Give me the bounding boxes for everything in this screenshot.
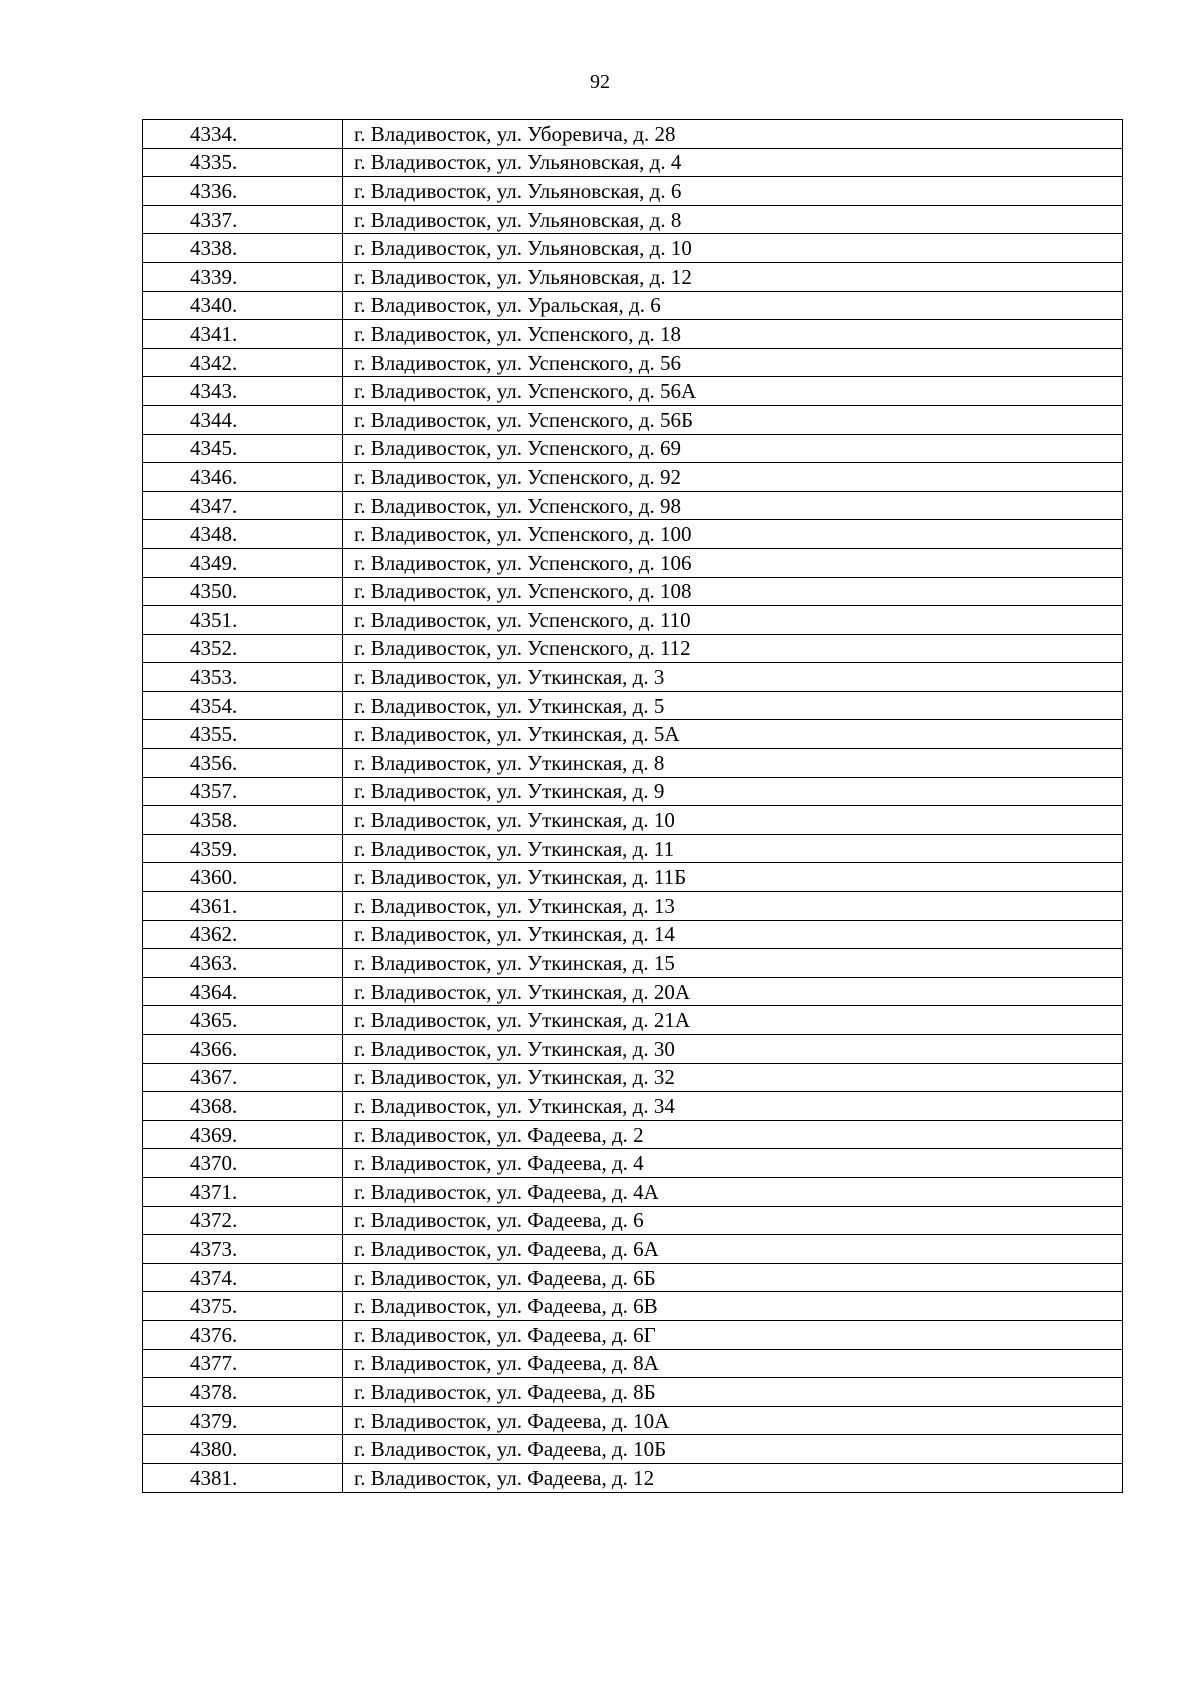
address-cell: г. Владивосток, ул. Уборевича, д. 28 xyxy=(343,120,1123,149)
row-number-cell: 4375. xyxy=(143,1292,343,1321)
row-number-cell: 4381. xyxy=(143,1463,343,1492)
address-cell: г. Владивосток, ул. Уткинская, д. 15 xyxy=(343,949,1123,978)
table-row xyxy=(143,320,1123,349)
address-cell: г. Владивосток, ул. Уткинская, д. 5 xyxy=(343,691,1123,720)
address-cell: г. Владивосток, ул. Фадеева, д. 6Г xyxy=(343,1320,1123,1349)
table-row xyxy=(143,434,1123,463)
table-row xyxy=(143,548,1123,577)
row-number-cell: 4371. xyxy=(143,1177,343,1206)
address-cell: г. Владивосток, ул. Фадеева, д. 2 xyxy=(343,1120,1123,1149)
address-cell: г. Владивосток, ул. Уткинская, д. 11 xyxy=(343,834,1123,863)
address-cell: г. Владивосток, ул. Уткинская, д. 32 xyxy=(343,1063,1123,1092)
table-row xyxy=(143,491,1123,520)
table-row xyxy=(143,1320,1123,1349)
address-cell: г. Владивосток, ул. Уткинская, д. 10 xyxy=(343,806,1123,835)
table-row xyxy=(143,377,1123,406)
table-row xyxy=(143,920,1123,949)
row-number-cell: 4346. xyxy=(143,463,343,492)
address-cell: г. Владивосток, ул. Уткинская, д. 5А xyxy=(343,720,1123,749)
address-cell: г. Владивосток, ул. Фадеева, д. 6В xyxy=(343,1292,1123,1321)
address-cell: г. Владивосток, ул. Фадеева, д. 10А xyxy=(343,1406,1123,1435)
table-row xyxy=(143,1035,1123,1064)
address-cell: г. Владивосток, ул. Успенского, д. 98 xyxy=(343,491,1123,520)
row-number-cell: 4374. xyxy=(143,1263,343,1292)
address-cell: г. Владивосток, ул. Уткинская, д. 3 xyxy=(343,663,1123,692)
row-number-cell: 4355. xyxy=(143,720,343,749)
row-number-cell: 4350. xyxy=(143,577,343,606)
address-cell: г. Владивосток, ул. Успенского, д. 56Б xyxy=(343,405,1123,434)
table-row xyxy=(143,1463,1123,1492)
row-number-cell: 4359. xyxy=(143,834,343,863)
row-number-cell: 4372. xyxy=(143,1206,343,1235)
address-cell: г. Владивосток, ул. Уткинская, д. 21А xyxy=(343,1006,1123,1035)
table-row xyxy=(143,634,1123,663)
table-row xyxy=(143,1006,1123,1035)
row-number-cell: 4363. xyxy=(143,949,343,978)
row-number-cell: 4369. xyxy=(143,1120,343,1149)
address-cell: г. Владивосток, ул. Успенского, д. 92 xyxy=(343,463,1123,492)
address-table-body xyxy=(143,120,1123,1493)
address-cell: г. Владивосток, ул. Фадеева, д. 10Б xyxy=(343,1435,1123,1464)
row-number-cell: 4337. xyxy=(143,205,343,234)
table-row xyxy=(143,1206,1123,1235)
row-number-cell: 4339. xyxy=(143,262,343,291)
row-number-cell: 4378. xyxy=(143,1378,343,1407)
row-number-cell: 4336. xyxy=(143,177,343,206)
table-row xyxy=(143,606,1123,635)
row-number-cell: 4354. xyxy=(143,691,343,720)
address-cell: г. Владивосток, ул. Ульяновская, д. 6 xyxy=(343,177,1123,206)
address-cell: г. Владивосток, ул. Уткинская, д. 9 xyxy=(343,777,1123,806)
row-number-cell: 4361. xyxy=(143,892,343,921)
row-number-cell: 4360. xyxy=(143,863,343,892)
table-row xyxy=(143,834,1123,863)
table-row xyxy=(143,749,1123,778)
row-number-cell: 4340. xyxy=(143,291,343,320)
row-number-cell: 4334. xyxy=(143,120,343,149)
row-number-cell: 4370. xyxy=(143,1149,343,1178)
table-row xyxy=(143,806,1123,835)
address-cell: г. Владивосток, ул. Ульяновская, д. 4 xyxy=(343,148,1123,177)
table-row xyxy=(143,863,1123,892)
table-row xyxy=(143,977,1123,1006)
row-number-cell: 4343. xyxy=(143,377,343,406)
row-number-cell: 4373. xyxy=(143,1235,343,1264)
row-number-cell: 4376. xyxy=(143,1320,343,1349)
address-cell: г. Владивосток, ул. Фадеева, д. 4 xyxy=(343,1149,1123,1178)
address-cell: г. Владивосток, ул. Уткинская, д. 20А xyxy=(343,977,1123,1006)
address-cell: г. Владивосток, ул. Уткинская, д. 30 xyxy=(343,1035,1123,1064)
row-number-cell: 4358. xyxy=(143,806,343,835)
row-number-cell: 4353. xyxy=(143,663,343,692)
table-row xyxy=(143,205,1123,234)
row-number-cell: 4362. xyxy=(143,920,343,949)
table-row xyxy=(143,1378,1123,1407)
address-cell: г. Владивосток, ул. Фадеева, д. 6 xyxy=(343,1206,1123,1235)
table-row xyxy=(143,1292,1123,1321)
table-row xyxy=(143,348,1123,377)
row-number-cell: 4351. xyxy=(143,606,343,635)
address-cell: г. Владивосток, ул. Успенского, д. 106 xyxy=(343,548,1123,577)
table-row xyxy=(143,777,1123,806)
table-row xyxy=(143,1235,1123,1264)
row-number-cell: 4379. xyxy=(143,1406,343,1435)
row-number-cell: 4366. xyxy=(143,1035,343,1064)
table-row xyxy=(143,691,1123,720)
address-cell: г. Владивосток, ул. Успенского, д. 100 xyxy=(343,520,1123,549)
table-row xyxy=(143,234,1123,263)
address-cell: г. Владивосток, ул. Успенского, д. 69 xyxy=(343,434,1123,463)
row-number-cell: 4341. xyxy=(143,320,343,349)
address-cell: г. Владивосток, ул. Ульяновская, д. 10 xyxy=(343,234,1123,263)
address-cell: г. Владивосток, ул. Уткинская, д. 11Б xyxy=(343,863,1123,892)
table-row xyxy=(143,463,1123,492)
address-cell: г. Владивосток, ул. Фадеева, д. 12 xyxy=(343,1463,1123,1492)
address-cell: г. Владивосток, ул. Фадеева, д. 4А xyxy=(343,1177,1123,1206)
table-row xyxy=(143,405,1123,434)
address-table xyxy=(142,119,1123,1493)
row-number-cell: 4377. xyxy=(143,1349,343,1378)
row-number-cell: 4338. xyxy=(143,234,343,263)
row-number-cell: 4345. xyxy=(143,434,343,463)
table-row xyxy=(143,949,1123,978)
address-cell: г. Владивосток, ул. Фадеева, д. 6Б xyxy=(343,1263,1123,1292)
address-cell: г. Владивосток, ул. Успенского, д. 56А xyxy=(343,377,1123,406)
address-cell: г. Владивосток, ул. Фадеева, д. 8А xyxy=(343,1349,1123,1378)
table-row xyxy=(143,1177,1123,1206)
row-number-cell: 4368. xyxy=(143,1092,343,1121)
table-row xyxy=(143,262,1123,291)
address-cell: г. Владивосток, ул. Уткинская, д. 34 xyxy=(343,1092,1123,1121)
table-row xyxy=(143,1120,1123,1149)
table-row xyxy=(143,291,1123,320)
row-number-cell: 4348. xyxy=(143,520,343,549)
address-cell: г. Владивосток, ул. Ульяновская, д. 8 xyxy=(343,205,1123,234)
table-row xyxy=(143,177,1123,206)
row-number-cell: 4347. xyxy=(143,491,343,520)
address-cell: г. Владивосток, ул. Успенского, д. 112 xyxy=(343,634,1123,663)
table-row xyxy=(143,663,1123,692)
address-cell: г. Владивосток, ул. Уткинская, д. 8 xyxy=(343,749,1123,778)
row-number-cell: 4344. xyxy=(143,405,343,434)
address-cell: г. Владивосток, ул. Успенского, д. 56 xyxy=(343,348,1123,377)
table-row xyxy=(143,720,1123,749)
address-cell: г. Владивосток, ул. Успенского, д. 110 xyxy=(343,606,1123,635)
address-cell: г. Владивосток, ул. Уткинская, д. 14 xyxy=(343,920,1123,949)
table-row xyxy=(143,1092,1123,1121)
address-cell: г. Владивосток, ул. Фадеева, д. 8Б xyxy=(343,1378,1123,1407)
row-number-cell: 4342. xyxy=(143,348,343,377)
row-number-cell: 4365. xyxy=(143,1006,343,1035)
row-number-cell: 4367. xyxy=(143,1063,343,1092)
row-number-cell: 4380. xyxy=(143,1435,343,1464)
table-row xyxy=(143,120,1123,149)
address-cell: г. Владивосток, ул. Фадеева, д. 6А xyxy=(343,1235,1123,1264)
address-cell: г. Владивосток, ул. Успенского, д. 108 xyxy=(343,577,1123,606)
page-number: 92 xyxy=(590,71,610,93)
row-number-cell: 4364. xyxy=(143,977,343,1006)
address-cell: г. Владивосток, ул. Уткинская, д. 13 xyxy=(343,892,1123,921)
row-number-cell: 4335. xyxy=(143,148,343,177)
table-row xyxy=(143,892,1123,921)
table-row xyxy=(143,1149,1123,1178)
address-cell: г. Владивосток, ул. Ульяновская, д. 12 xyxy=(343,262,1123,291)
table-row xyxy=(143,520,1123,549)
table-row xyxy=(143,1063,1123,1092)
table-row xyxy=(143,1263,1123,1292)
address-cell: г. Владивосток, ул. Уральская, д. 6 xyxy=(343,291,1123,320)
row-number-cell: 4352. xyxy=(143,634,343,663)
table-row xyxy=(143,148,1123,177)
table-row xyxy=(143,577,1123,606)
table-row xyxy=(143,1406,1123,1435)
row-number-cell: 4349. xyxy=(143,548,343,577)
table-row xyxy=(143,1349,1123,1378)
row-number-cell: 4356. xyxy=(143,749,343,778)
row-number-cell: 4357. xyxy=(143,777,343,806)
address-cell: г. Владивосток, ул. Успенского, д. 18 xyxy=(343,320,1123,349)
table-row xyxy=(143,1435,1123,1464)
